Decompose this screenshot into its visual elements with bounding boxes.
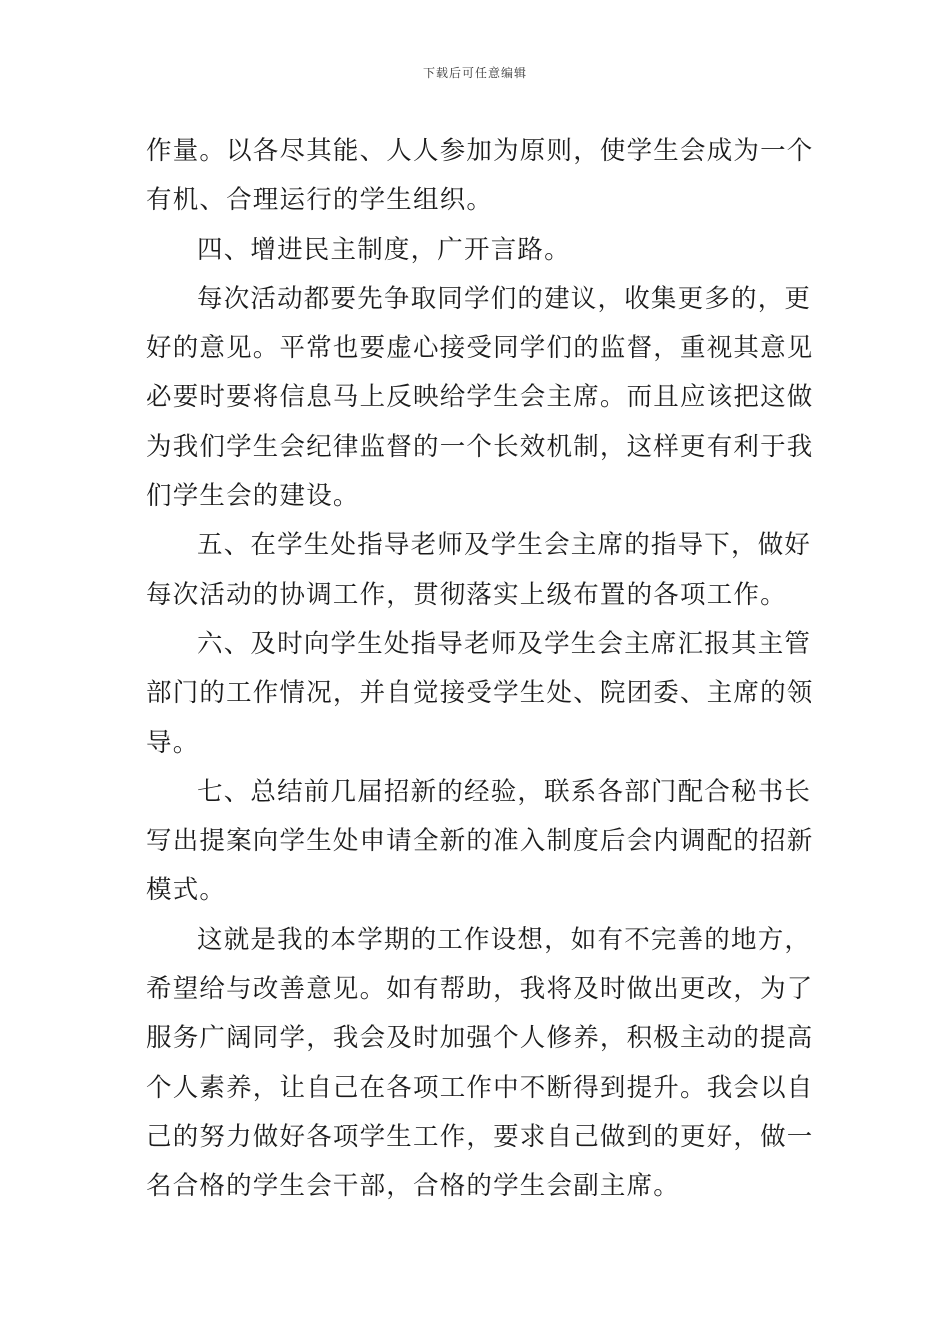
text-line: 己的努力做好各项学生工作，要求自己做到的更好，做一 — [146, 1121, 814, 1152]
text-line: 作量。以各尽其能、人人参加为原则，使学生会成为一个 — [146, 136, 814, 166]
text-line: 希望给与改善意见。如有帮助，我将及时做出更改，为了 — [146, 974, 814, 1005]
text-line: 导。 — [146, 727, 200, 758]
text-line: 每次活动的协调工作，贯彻落实上级布置的各项工作。 — [146, 579, 787, 610]
text-line: 服务广阔同学，我会及时加强个人修养，积极主动的提高 — [146, 1023, 814, 1054]
text-line: 每次活动都要先争取同学们的建议，收集更多的，更 — [197, 283, 812, 314]
section-item-7: 七、总结前几届招新的经验，联系各部门配合秘书长 — [197, 776, 812, 807]
header-note: 下载后可任意编辑 — [422, 66, 527, 80]
text-line: 写出提案向学生处申请全新的准入制度后会内调配的招新 — [146, 826, 814, 857]
closing-paragraph-start: 这就是我的本学期的工作设想，如有不完善的地方， — [197, 924, 812, 955]
text-line: 必要时要将信息马上反映给学生会主席。而且应该把这做 — [146, 382, 814, 413]
text-line: 为我们学生会纪律监督的一个长效机制，这样更有利于我 — [146, 431, 814, 462]
text-line: 模式。 — [146, 875, 227, 906]
section-item-5: 五、在学生处指导老师及学生会主席的指导下，做好 — [197, 530, 812, 561]
section-heading-4: 四、增进民主制度，广开言路。 — [197, 234, 571, 265]
section-item-6: 六、及时向学生处指导老师及学生会主席汇报其主管 — [197, 628, 812, 659]
text-line: 部门的工作情况，并自觉接受学生处、院团委、主席的领 — [146, 678, 814, 709]
text-line: 个人素养，让自己在各项工作中不断得到提升。我会以自 — [146, 1072, 814, 1103]
text-line: 们学生会的建设。 — [146, 481, 360, 512]
text-line: 名合格的学生会干部，合格的学生会副主席。 — [146, 1171, 681, 1202]
text-line: 有机、合理运行的学生组织。 — [146, 185, 494, 216]
document-body — [146, 127, 814, 1212]
text-line: 好的意见。平常也要虚心接受同学们的监督，重视其意见 — [146, 333, 814, 364]
